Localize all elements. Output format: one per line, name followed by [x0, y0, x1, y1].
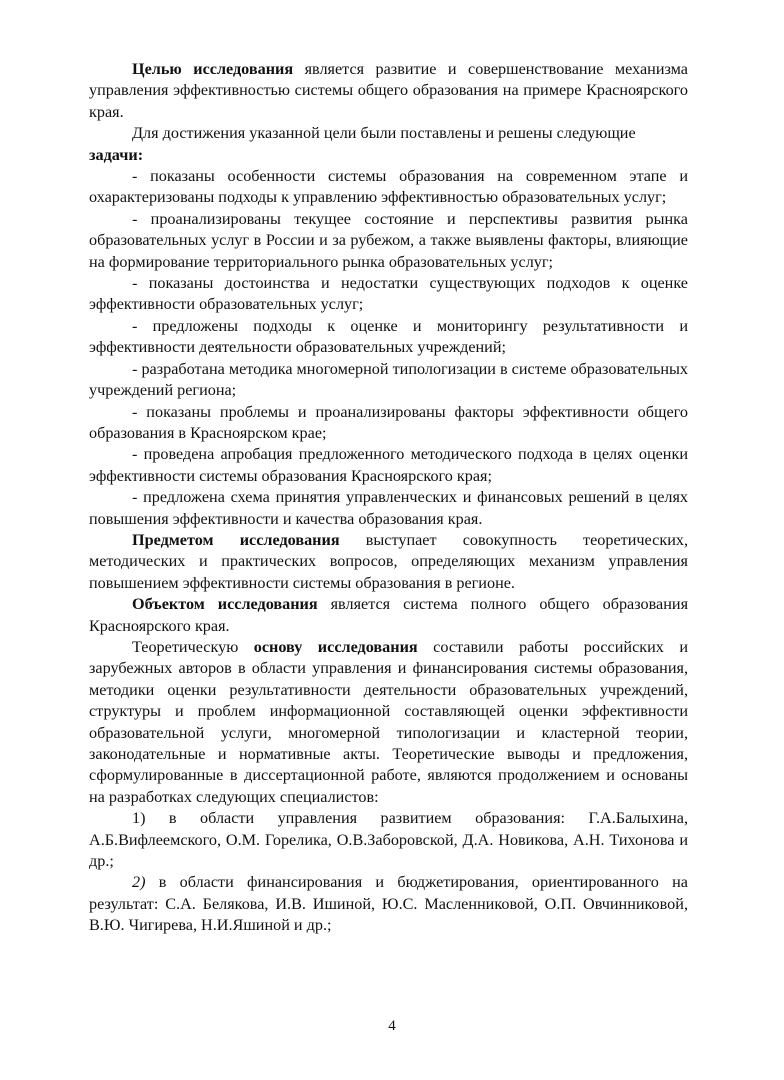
basis-text-2: составили работы российских и зарубежных авторов в области управления и финансирования системы образования, методики оценки результативности деятельности образовательных учреждений, структуры и проблем информационной составляющей оценки эффективности образовательной услуги, многомерной типологизации и кластерной теории, законодательные и нормативные акты. Теоретические выводы и предложения, сформулированные в диссертационной работе, являются продолжением и основаны на разработках следующих специалистов: — [89, 637, 688, 806]
task-item: - проанализированы текущее состояние и перспективы развития рынка образовательных услуг в России и за рубежом, а также выявлены факторы, влияющие на формирование территориального рынка образовательных услуг; — [89, 209, 688, 271]
specialist-item — [89, 872, 688, 936]
specialist-number: 1) — [132, 809, 146, 828]
paragraph-goal — [89, 59, 688, 123]
specialist-item — [89, 808, 688, 872]
goal-heading: Целью исследования — [132, 60, 294, 78]
goal-text: является развитие и совершенствование механизма управления эффективностью системы общего образования на примере Красноярского края. — [89, 60, 688, 121]
task-item: - показаны проблемы и проанализированы факторы эффективности общего образования в Красноярском крае; — [89, 402, 688, 442]
paragraph-object — [89, 594, 688, 637]
basis-heading: основу исследования — [253, 637, 418, 656]
task-item: - проведена апробация предложенного методического подхода в целях оценки эффективности системы образования Красноярского края; — [89, 445, 688, 485]
paragraph-basis — [89, 637, 688, 808]
page-number: 4 — [388, 1018, 396, 1034]
basis-text-1: Теоретическую — [132, 637, 254, 656]
specialist-text: в области управления развитием образования: Г.А.Балыхина, А.Б.Вифлеемского, О.М. Горелика, О.В.Заборовской, Д.А. Новикова, А.Н. Тихонова и др.; — [89, 809, 688, 871]
paragraph-tasks-intro — [89, 123, 688, 166]
object-text: является система полного общего образования Красноярского края. — [89, 595, 689, 635]
tasks-intro-text: Для достижения указанной цели были поставлены и решены следующие — [132, 124, 636, 143]
task-item: - предложена схема принятия управленческих и финансовых решений в целях повышения эффективности и качества образования края. — [89, 488, 688, 528]
object-heading: Объектом исследования — [132, 595, 318, 614]
task-item: - разработана методика многомерной типологизации в системе образовательных учреждений региона; — [89, 359, 688, 400]
subject-heading: Предметом исследования — [132, 530, 340, 549]
tasks-heading: задачи: — [89, 145, 144, 164]
paragraph-subject — [89, 530, 688, 594]
task-item: - предложены подходы к оценке и мониторингу результативности и эффективности деятельности образовательных учреждений; — [89, 316, 688, 357]
specialist-number: 2) — [132, 873, 146, 892]
subject-text: выступает совокупность теоретических, методических и практических вопросов, определяющих механизм управления повышением эффективности системы образования в регионе. — [89, 530, 688, 592]
specialist-text: в области финансирования и бюджетирования, ориентированного на результат: С.А. Белякова, И.В. Ишиной, Ю.С. Масленниковой, О.П. Овчинниковой, В.Ю. Чигирева, Н.И.Яшиной и др.; — [89, 873, 688, 935]
task-item: - показаны особенности системы образования на современном этапе и охарактеризованы подходы к управлению эффективностью образовательных услуг; — [89, 167, 688, 207]
document-page — [89, 59, 688, 937]
task-item: - показаны достоинства и недостатки существующих подходов к оценке эффективности образовательных услуг; — [89, 274, 688, 314]
